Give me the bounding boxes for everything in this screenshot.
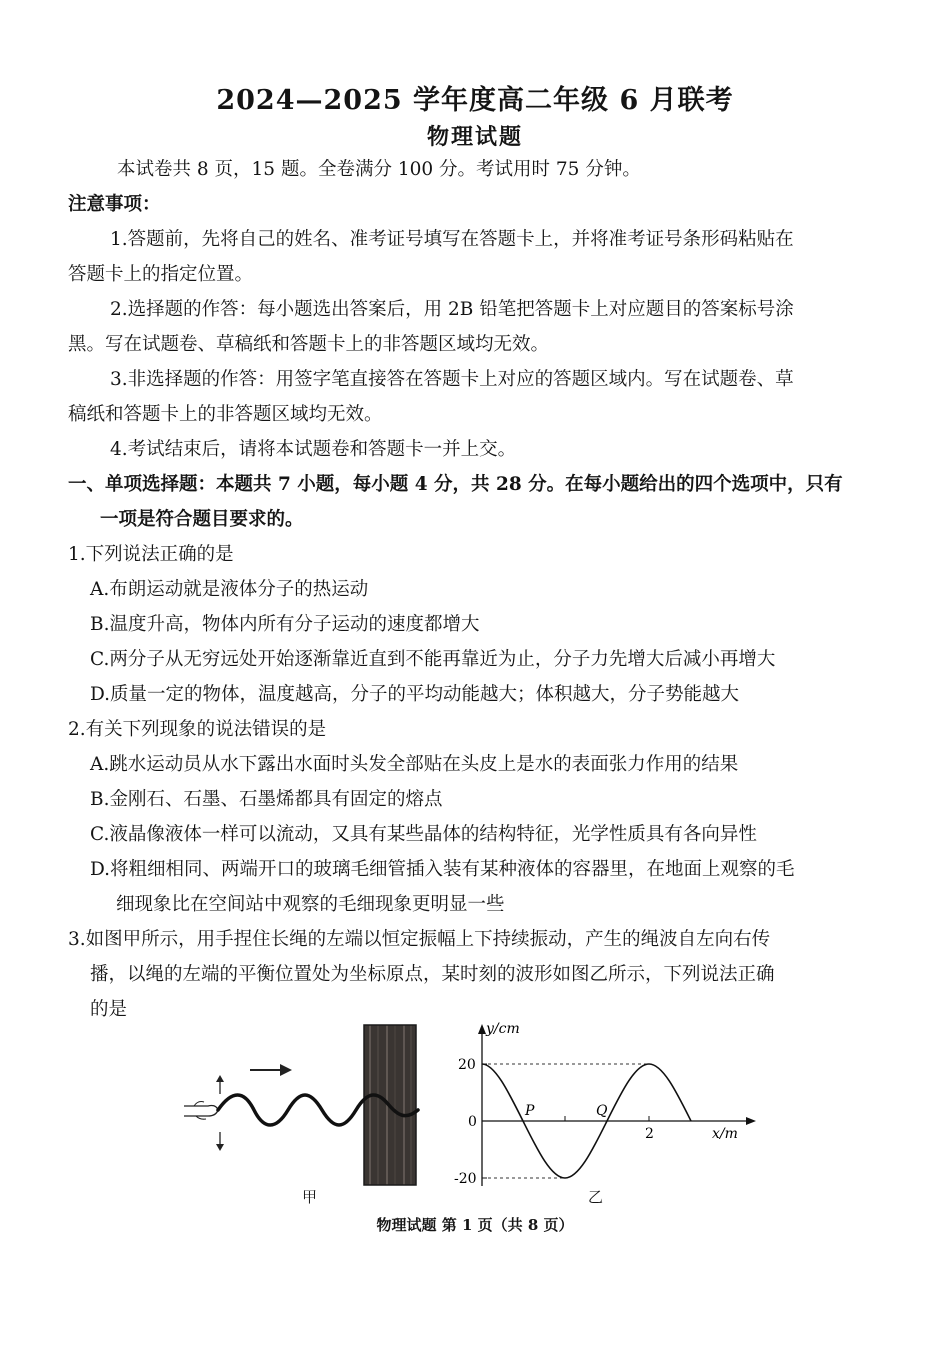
- figure-waveform-graph: [450, 1018, 770, 1193]
- y-tick-0: 0: [468, 1114, 477, 1130]
- figure-left-caption: 甲: [302, 1188, 318, 1206]
- q1-option-c: C.两分子从无穷远处开始逐渐靠近直到不能再靠近为止，分子力先增大后减小再增大: [90, 649, 776, 670]
- q2-option-b: B.金刚石、石墨、石墨烯都具有固定的熔点: [90, 789, 443, 810]
- page-footer: 物理试题 第 1 页（共 8 页）: [376, 1216, 574, 1234]
- notice-item-1-line-1: 1.答题前，先将自己的姓名、准考证号填写在答题卡上，并将准考证号条形码粘贴在: [110, 229, 794, 250]
- y-axis-label: y/cm: [486, 1021, 520, 1037]
- point-q-label: Q: [596, 1103, 608, 1119]
- q2-option-c: C.液晶像液体一样可以流动，又具有某些晶体的结构特征，光学性质具有各向异性: [90, 824, 757, 845]
- y-tick-20: 20: [458, 1057, 476, 1073]
- figure-right-caption: 乙: [588, 1188, 604, 1206]
- q3-stem-line-2: 播，以绳的左端的平衡位置处为坐标原点，某时刻的波形如图乙所示，下列说法正确: [90, 964, 775, 985]
- q1-stem: 1.下列说法正确的是: [68, 544, 234, 565]
- x-axis-label: x/m: [712, 1126, 738, 1142]
- exam-intro: 本试卷共 8 页，15 题。全卷满分 100 分。考试用时 75 分钟。: [117, 159, 641, 180]
- exam-subtitle: 物理试题: [426, 124, 523, 150]
- x-tick-2: 2: [645, 1126, 654, 1142]
- q1-option-d: D.质量一定的物体，温度越高，分子的平均动能越大；体积越大，分子势能越大: [90, 684, 740, 705]
- q1-option-b: B.温度升高，物体内所有分子运动的速度都增大: [90, 614, 480, 635]
- section-1-heading-line-2: 一项是符合题目要求的。: [100, 509, 304, 530]
- notice-item-4: 4.考试结束后，请将本试题卷和答题卡一并上交。: [110, 439, 517, 460]
- q1-option-a: A.布朗运动就是液体分子的热运动: [90, 579, 369, 600]
- notice-item-3-line-2: 稿纸和答题卡上的非答题区域均无效。: [68, 404, 383, 425]
- notice-item-3-line-1: 3.非选择题的作答：用签字笔直接答在答题卡上对应的答题区域内。写在试题卷、草: [110, 369, 794, 390]
- notice-item-1-line-2: 答题卡上的指定位置。: [68, 264, 254, 285]
- q2-option-d-line-1: D.将粗细相同、两端开口的玻璃毛细管插入装有某种液体的容器里，在地面上观察的毛: [90, 859, 795, 880]
- q2-stem: 2.有关下列现象的说法错误的是: [68, 719, 327, 740]
- notice-heading: 注意事项：: [68, 194, 161, 215]
- y-tick-neg-20: -20: [454, 1171, 477, 1187]
- hand-icon: [184, 1102, 218, 1120]
- notice-item-2-line-1: 2.选择题的作答：每小题选出答案后，用 2B 铅笔把答题卡上对应题目的答案标号涂: [110, 299, 794, 320]
- point-p-label: P: [525, 1103, 535, 1119]
- q3-stem-line-3: 的是: [90, 999, 128, 1020]
- notice-item-2-line-2: 黑。写在试题卷、草稿纸和答题卡上的非答题区域均无效。: [68, 334, 550, 355]
- q2-option-a: A.跳水运动员从水下露出水面时头发全部贴在头皮上是水的表面张力作用的结果: [90, 754, 739, 775]
- exam-title: 2024—2025 学年度高二年级 6 月联考: [216, 85, 734, 116]
- section-1-heading-line-1: 一、单项选择题：本题共 7 小题，每小题 4 分，共 28 分。在每小题给出的四个选项中，只有: [68, 474, 843, 495]
- figure-rope-wave: [180, 1020, 440, 1195]
- q2-option-d-line-2: 细现象比在空间站中观察的毛细现象更明显一些: [116, 894, 505, 915]
- q3-stem-line-1: 3.如图甲所示，用手捏住长绳的左端以恒定振幅上下持续振动，产生的绳波自左向右传: [68, 929, 771, 950]
